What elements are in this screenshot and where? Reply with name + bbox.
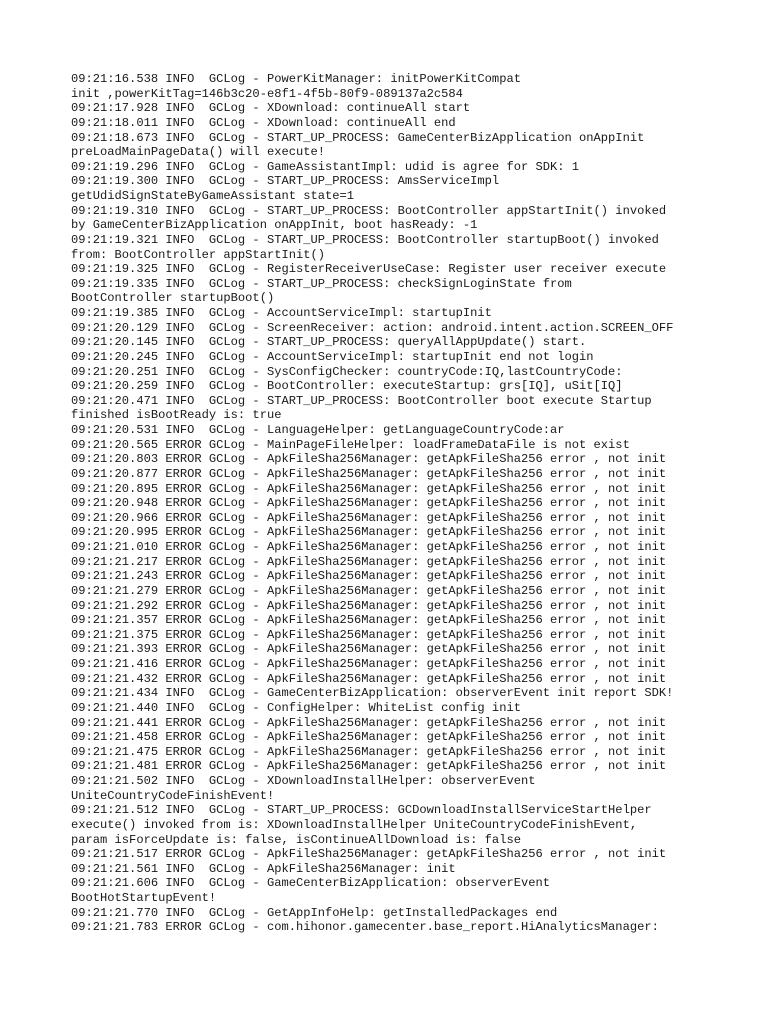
log-line: 09:21:20.145 INFO GCLog - START_UP_PROCESS: queryAllAppUpdate() start. <box>71 335 587 350</box>
log-line: 09:21:21.770 INFO GCLog - GetAppInfoHelp: getInstalledPackages end <box>71 905 558 920</box>
log-line: 09:21:20.259 INFO GCLog - BootController: executeStartup: grs[IQ], uSit[IQ] <box>71 379 623 394</box>
log-line: 09:21:17.928 INFO GCLog - XDownload: continueAll start <box>71 101 471 116</box>
log-line: 09:21:20.251 INFO GCLog - SysConfigChecker: countryCode:IQ,lastCountryCode: <box>71 364 623 379</box>
log-line: 09:21:21.458 ERROR GCLog - ApkFileSha256Manager: getApkFileSha256 error , not init <box>71 730 667 745</box>
log-line: 09:21:20.948 ERROR GCLog - ApkFileSha256Manager: getApkFileSha256 error , not init <box>71 496 667 511</box>
log-line: 09:21:21.783 ERROR GCLog - com.hihonor.gamecenter.base_report.HiAnalyticsManager: <box>71 920 659 935</box>
log-line: 09:21:20.995 ERROR GCLog - ApkFileSha256Manager: getApkFileSha256 error , not init <box>71 525 667 540</box>
log-line: execute() invoked from is: XDownloadInstallHelper UniteCountryCodeFinishEvent, <box>71 817 638 832</box>
log-line: 09:21:19.335 INFO GCLog - START_UP_PROCESS: checkSignLoginState from <box>71 276 572 291</box>
log-text-block <box>71 72 761 935</box>
log-line: 09:21:19.321 INFO GCLog - START_UP_PROCESS: BootController startupBoot() invoked <box>71 232 659 247</box>
log-line: 09:21:20.129 INFO GCLog - ScreenReceiver: action: android.intent.action.SCREEN_OFF <box>71 320 674 335</box>
log-line: getUdidSignStateByGameAssistant state=1 <box>71 189 355 203</box>
log-line: 09:21:21.434 INFO GCLog - GameCenterBizApplication: observerEvent init report SDK! <box>71 686 674 701</box>
log-line: 09:21:21.517 ERROR GCLog - ApkFileSha256Manager: getApkFileSha256 error , not init <box>71 847 667 862</box>
log-line: 09:21:21.606 INFO GCLog - GameCenterBizApplication: observerEvent <box>71 876 550 891</box>
log-line: 09:21:21.512 INFO GCLog - START_UP_PROCESS: GCDownloadInstallServiceStartHelper <box>71 803 652 818</box>
log-line: 09:21:21.357 ERROR GCLog - ApkFileSha256Manager: getApkFileSha256 error , not init <box>71 613 667 628</box>
log-line: 09:21:21.279 ERROR GCLog - ApkFileSha256Manager: getApkFileSha256 error , not init <box>71 583 667 598</box>
log-line: 09:21:19.385 INFO GCLog - AccountServiceImpl: startupInit <box>71 306 492 320</box>
log-line: 09:21:21.561 INFO GCLog - ApkFileSha256Manager: init <box>71 861 456 876</box>
log-line: param isForceUpdate is: false, isContinueAllDownload is: false <box>71 832 521 847</box>
log-line: 09:21:19.325 INFO GCLog - RegisterReceiverUseCase: Register user receiver execute <box>71 262 667 277</box>
log-line: 09:21:21.475 ERROR GCLog - ApkFileSha256Manager: getApkFileSha256 error , not init <box>71 744 667 759</box>
log-line: 09:21:20.803 ERROR GCLog - ApkFileSha256Manager: getApkFileSha256 error , not init <box>71 452 667 467</box>
log-line: 09:21:19.296 INFO GCLog - GameAssistantImpl: udid is agree for SDK: 1 <box>71 159 580 174</box>
log-line: 09:21:19.310 INFO GCLog - START_UP_PROCESS: BootController appStartInit() invoked <box>71 203 667 218</box>
log-line: 09:21:21.481 ERROR GCLog - ApkFileSha256Manager: getApkFileSha256 error , not init <box>71 759 667 774</box>
log-line: 09:21:21.375 ERROR GCLog - ApkFileSha256Manager: getApkFileSha256 error , not init <box>71 627 667 642</box>
log-line: 09:21:20.966 ERROR GCLog - ApkFileSha256Manager: getApkFileSha256 error , not init <box>71 510 667 525</box>
log-line: 09:21:20.245 INFO GCLog - AccountServiceImpl: startupInit end not login <box>71 349 594 364</box>
log-line: 09:21:21.440 INFO GCLog - ConfigHelper: WhiteList config init <box>71 700 521 715</box>
log-line: 09:21:20.471 INFO GCLog - START_UP_PROCESS: BootController boot execute Startup <box>71 393 652 408</box>
log-line: by GameCenterBizApplication onAppInit, boot hasReady: -1 <box>71 218 478 233</box>
log-line: 09:21:21.502 INFO GCLog - XDownloadInstallHelper: observerEvent <box>71 774 536 788</box>
log-line: finished isBootReady is: true <box>71 408 282 423</box>
log-line: 09:21:18.673 INFO GCLog - START_UP_PROCESS: GameCenterBizApplication onAppInit <box>71 130 645 145</box>
log-line: 09:21:18.011 INFO GCLog - XDownload: continueAll end <box>71 115 456 130</box>
log-line: 09:21:21.243 ERROR GCLog - ApkFileSha256Manager: getApkFileSha256 error , not init <box>71 569 667 584</box>
log-line: 09:21:21.010 ERROR GCLog - ApkFileSha256Manager: getApkFileSha256 error , not init <box>71 540 667 554</box>
log-line: 09:21:20.565 ERROR GCLog - MainPageFileHelper: loadFrameDataFile is not exist <box>71 437 630 452</box>
log-line: from: BootController appStartInit() <box>71 247 326 262</box>
log-line: init ,powerKitTag=146b3c20-e8f1-4f5b-80f9-089137a2c584 <box>71 86 463 101</box>
log-line: 09:21:16.538 INFO GCLog - PowerKitManager: initPowerKitCompat <box>71 72 521 86</box>
log-line: BootHotStartupEvent! <box>71 891 217 905</box>
log-line: 09:21:21.441 ERROR GCLog - ApkFileSha256Manager: getApkFileSha256 error , not init <box>71 715 667 730</box>
log-line: 09:21:21.292 ERROR GCLog - ApkFileSha256Manager: getApkFileSha256 error , not init <box>71 598 667 613</box>
log-line: 09:21:20.531 INFO GCLog - LanguageHelper: getLanguageCountryCode:ar <box>71 423 565 437</box>
log-line: BootController startupBoot() <box>71 291 275 306</box>
log-line: UniteCountryCodeFinishEvent! <box>71 788 275 803</box>
log-line: 09:21:21.393 ERROR GCLog - ApkFileSha256Manager: getApkFileSha256 error , not init <box>71 642 667 657</box>
log-line: 09:21:21.217 ERROR GCLog - ApkFileSha256Manager: getApkFileSha256 error , not init <box>71 554 667 569</box>
log-line: 09:21:19.300 INFO GCLog - START_UP_PROCESS: AmsServiceImpl <box>71 174 500 189</box>
log-line: 09:21:20.895 ERROR GCLog - ApkFileSha256Manager: getApkFileSha256 error , not init <box>71 481 667 496</box>
log-line: preLoadMainPageData() will execute! <box>71 145 326 160</box>
log-line: 09:21:21.432 ERROR GCLog - ApkFileSha256Manager: getApkFileSha256 error , not init <box>71 671 667 686</box>
log-line: 09:21:21.416 ERROR GCLog - ApkFileSha256Manager: getApkFileSha256 error , not init <box>71 657 667 671</box>
log-line: 09:21:20.877 ERROR GCLog - ApkFileSha256Manager: getApkFileSha256 error , not init <box>71 466 667 481</box>
